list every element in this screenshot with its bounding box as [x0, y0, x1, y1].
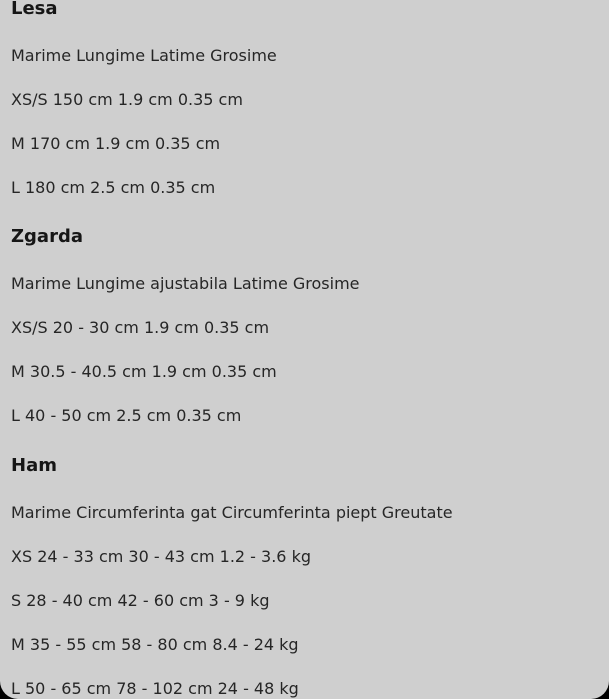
lesa-row-xs-s: XS/S 150 cm 1.9 cm 0.35 cm	[11, 90, 243, 109]
section-title-lesa: Lesa	[11, 0, 58, 19]
zgarda-row-l: L 40 - 50 cm 2.5 cm 0.35 cm	[11, 406, 242, 425]
lesa-row-m: M 170 cm 1.9 cm 0.35 cm	[11, 134, 221, 153]
ham-row-l: L 50 - 65 cm 78 - 102 cm 24 - 48 kg	[11, 679, 299, 698]
zgarda-header-row: Marime Lungime ajustabila Latime Grosime	[11, 274, 360, 293]
zgarda-row-m: M 30.5 - 40.5 cm 1.9 cm 0.35 cm	[11, 362, 277, 381]
ham-row-m: M 35 - 55 cm 58 - 80 cm 8.4 - 24 kg	[11, 635, 299, 654]
ham-header-row: Marime Circumferinta gat Circumferinta piept Greutate	[11, 503, 453, 522]
ham-row-s: S 28 - 40 cm 42 - 60 cm 3 - 9 kg	[11, 591, 270, 610]
section-title-zgarda: Zgarda	[11, 226, 83, 247]
ham-row-xs: XS 24 - 33 cm 30 - 43 cm 1.2 - 3.6 kg	[11, 547, 311, 566]
zgarda-row-xs-s: XS/S 20 - 30 cm 1.9 cm 0.35 cm	[11, 318, 270, 337]
lesa-header-row: Marime Lungime Latime Grosime	[11, 46, 277, 65]
section-title-ham: Ham	[11, 455, 57, 476]
lesa-row-l: L 180 cm 2.5 cm 0.35 cm	[11, 178, 216, 197]
